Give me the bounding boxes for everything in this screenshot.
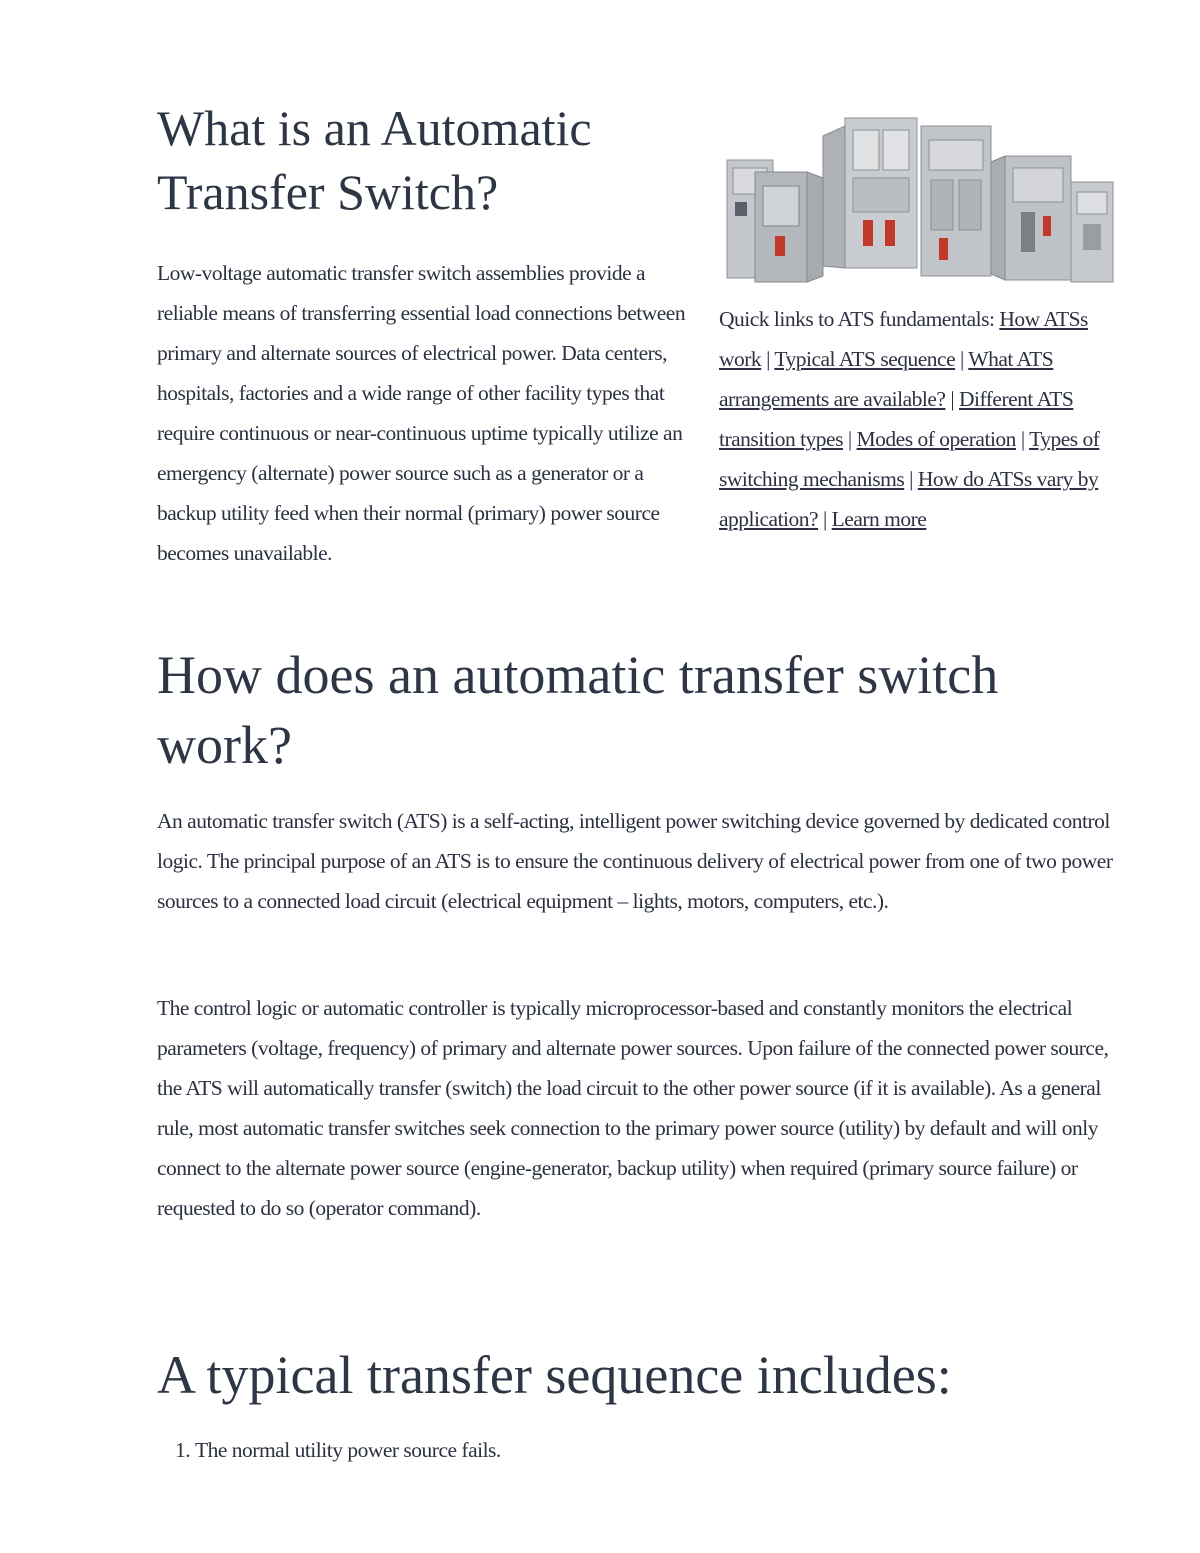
- link-separator: |: [1015, 427, 1030, 451]
- quick-links-label: Quick links to ATS fundamentals:: [719, 307, 995, 331]
- transfer-sequence-list: [157, 1430, 1155, 1470]
- paragraph-ats-definition: An automatic transfer switch (ATS) is a self-acting, intelligent power switching device governed by dedicated control logic. The principal purpose of an ATS is to ensure the continuous delivery of electrical power from one of two power sources to a connected load circuit (electrical equipment – lights, motors, computers, etc.).: [157, 809, 1113, 913]
- link-typical-ats-sequence[interactable]: Typical ATS sequence: [774, 347, 956, 371]
- ats-cabinets-image: [725, 116, 1115, 284]
- link-separator: |: [904, 467, 918, 491]
- intro-paragraph: Low-voltage automatic transfer switch assemblies provide a reliable means of transferring essential load connections between primary and alternate sources of electrical power. Data centers, hospitals, factories and a wide range of other facility types that require continuous or near-continuous uptime typically utilize an emergency (alternate) power source such as a generator or a backup utility feed when their normal (primary) power source becomes unavailable.: [157, 261, 686, 565]
- link-separator: |: [955, 347, 969, 371]
- page-title: What is an Automatic Transfer Switch?: [157, 100, 592, 220]
- link-modes-of-operation[interactable]: Modes of operation: [856, 427, 1016, 451]
- list-item: 1. The normal utility power source fails.: [195, 1430, 1155, 1470]
- quick-links: [719, 299, 1119, 539]
- section-heading-transfer-sequence: A typical transfer sequence includes:: [157, 1345, 952, 1405]
- link-separator: |: [842, 427, 857, 451]
- section-heading-how-ats-works: How does an automatic transfer switch work?: [157, 645, 999, 775]
- link-separator: |: [818, 507, 832, 531]
- link-ats-transition-types[interactable]: Different ATS transition types: [719, 387, 1074, 451]
- link-switching-mechanisms[interactable]: Types of switching mechanisms: [719, 427, 1100, 491]
- link-atss-by-application[interactable]: How do ATSs vary by application?: [719, 467, 1099, 531]
- link-separator: |: [945, 387, 959, 411]
- link-separator: |: [761, 347, 775, 371]
- paragraph-control-logic: The control logic or automatic controller is typically microprocessor-based and constantly monitors the electrical parameters (voltage, frequency) of primary and alternate power sources. Upon failure of the connected power source, the ATS will automatically transfer (switch) the load circuit to the other power source (if it is available). As a general rule, most automatic transfer switches seek connection to the primary power source (utility) by default and will only connect to the alternate power source (engine-generator, backup utility) when required (primary source failure) or requested to do so (operator command).: [157, 996, 1109, 1220]
- sidebar: [719, 116, 1119, 539]
- link-ats-arrangements[interactable]: What ATS arrangements are available?: [719, 347, 1054, 411]
- link-learn-more[interactable]: Learn more: [831, 507, 927, 531]
- link-how-atss-work[interactable]: How ATSs work: [719, 307, 1088, 371]
